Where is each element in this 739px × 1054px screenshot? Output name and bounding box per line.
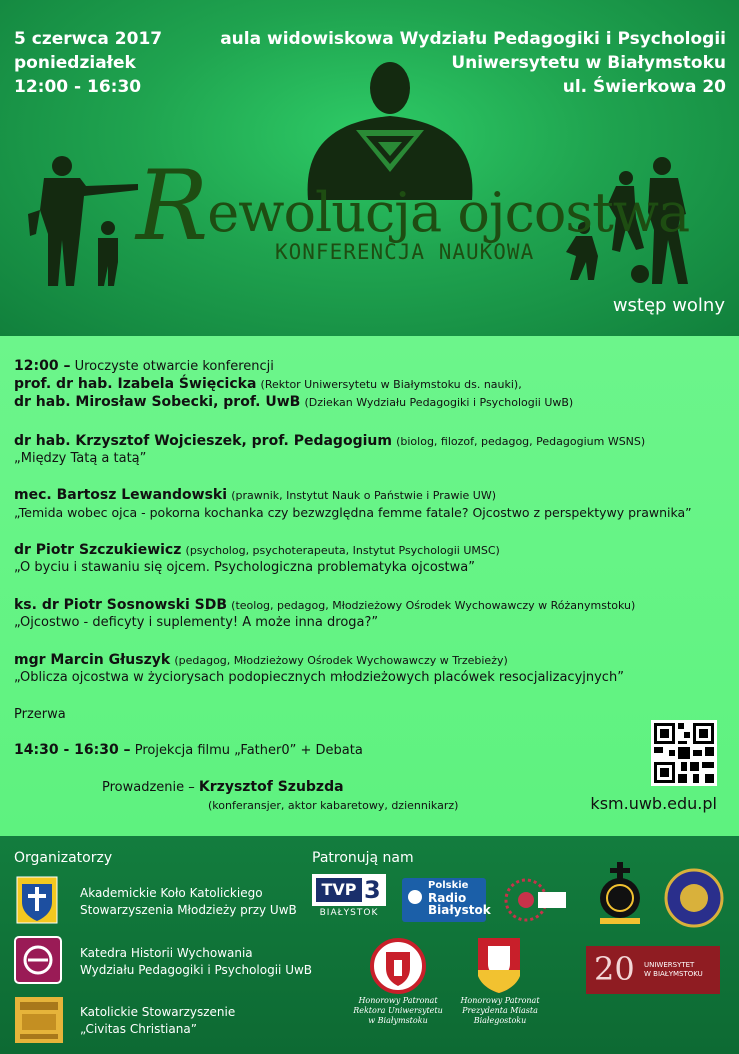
film-time: 14:30 - 16:30 – <box>14 742 131 758</box>
talk-4-speaker: ks. dr Piotr Sosnowski SDB (teolog, pedagog, Młodzieżowy Ośrodek Wychowawczy w Różanymstoku) <box>14 597 636 613</box>
header-banner <box>0 0 739 336</box>
polskie-radio-bialystok-logo: Polskie Radio Białystok <box>402 878 486 922</box>
organizer-2: Katedra Historii Wychowania Wydziału Pedagogiki i Psychologii UwB <box>80 946 313 977</box>
student-radio-logo <box>502 876 570 924</box>
talk-1-speaker: dr hab. Krzysztof Wojcieszek, prof. Pedagogium (biolog, filozof, pedagog, Pedagogium WSNS) <box>14 433 646 449</box>
uwb-anniversary-mark: 20 <box>594 950 635 988</box>
opening-time: 12:00 – <box>14 358 71 374</box>
talk-3-speaker: dr Piotr Szczukiewicz (psycholog, psychoterapeuta, Instytut Psychologii UMSC) <box>14 542 500 558</box>
venue-line-1: aula widowiskowa Wydziału Pedagogiki i Psychologii <box>220 29 726 49</box>
event-date-block <box>14 27 162 99</box>
bialystok-city-crest-logo <box>476 936 522 994</box>
history-department-logo <box>14 936 62 984</box>
opening-speaker-2: dr hab. Mirosław Sobecki, prof. UwB (Dziekan Wydziału Pedagogiki i Psychologii UwB) <box>14 394 574 410</box>
talk-2-speaker: mec. Bartosz Lewandowski (prawnik, Instytut Nauk o Państwie i Prawie UW) <box>14 487 497 503</box>
host-role: (konferansjer, aktor kabaretowy, dziennikarz) <box>208 799 459 812</box>
talk-2-title: „Temida wobec ojca - pokorna kochanka czy bezwzględna femme fatale? Ojcostwo z perspektywy prawnika” <box>14 505 692 520</box>
program-section <box>0 336 739 836</box>
academic-ministry-logo <box>594 862 646 928</box>
title-rest: ewolucja ojcostwa <box>207 181 690 244</box>
footer-section <box>0 836 739 1054</box>
radio-icon <box>408 890 422 904</box>
tvp-mark: TVP <box>316 878 362 902</box>
uwb-20-years-logo: 20 UNIWERSYTET W BIAŁYMSTOKU <box>586 946 720 994</box>
tvp3-bialystok-logo <box>312 874 386 922</box>
tvp-city: BIAŁYSTOK <box>319 908 379 918</box>
host-label: Prowadzenie – <box>102 780 195 795</box>
host-name: Krzysztof Szubzda <box>198 779 344 795</box>
film-line <box>14 742 363 758</box>
event-date: 5 czerwca 2017 <box>14 29 163 49</box>
event-time: 12:00 - 16:30 <box>14 77 142 97</box>
opening-line <box>14 358 274 374</box>
talk-3-title: „O byciu i stawaniu się ojcem. Psychologiczna problematyka ojcostwa” <box>14 560 475 575</box>
father-and-son-silhouette <box>26 154 148 289</box>
talk-5-title: „Oblicza ojcostwa w życiorysach podopiecznych młodzieżowych placówek resocjalizacyjnych” <box>14 670 624 685</box>
organizers-heading: Organizatorzy <box>14 850 113 866</box>
rector-patronage-caption: Honorowy Patronat Rektora Uniwersytetu w Białymstoku <box>353 996 443 1025</box>
conference-subtitle: KONFERENCJA NAUKOWA <box>275 240 535 264</box>
talk-1-title: „Między Tatą a tatą” <box>14 451 147 466</box>
qr-code[interactable] <box>651 720 717 786</box>
opening-title: Uroczyste otwarcie konferencji <box>74 359 274 374</box>
talk-4-title: „Ojcostwo - deficyty i suplementy! A może inna droga?” <box>14 615 379 630</box>
kosm-crest-logo <box>16 876 58 924</box>
website-url[interactable]: ksm.uwb.edu.pl <box>590 794 717 813</box>
host-line <box>102 779 344 795</box>
opening-speaker-1: prof. dr hab. Izabela Święcicka (Rektor Uniwersytetu w Białymstoku ds. nauki), <box>14 376 522 392</box>
title-initial: R <box>136 150 208 262</box>
mayor-patronage-caption: Honorowy Patronat Prezydenta Miasta Białegostoku <box>460 996 540 1025</box>
tvp-number: 3 <box>364 876 381 904</box>
rector-crest-logo <box>370 938 426 994</box>
civitas-christiana-logo <box>14 996 64 1044</box>
patrons-heading: Patronują nam <box>312 850 414 866</box>
event-weekday: poniedziałek <box>14 53 136 73</box>
talk-5-speaker: mgr Marcin Głuszyk (pedagog, Młodzieżowy Ośrodek Wychowawczy w Trzebieży) <box>14 652 508 668</box>
venue-line-2: Uniwersytetu w Białymstoku <box>451 53 726 73</box>
organizer-3: Katolickie Stowarzyszenie „Civitas Christiana” <box>80 1005 236 1036</box>
society-emblem-logo <box>664 868 724 928</box>
venue-line-3: ul. Świerkowa 20 <box>562 77 726 97</box>
break-label: Przerwa <box>14 707 66 722</box>
organizer-1: Akademickie Koło Katolickiego Stowarzyszenia Młodzieży przy UwB <box>80 886 297 917</box>
free-entry-label: wstęp wolny <box>612 295 725 316</box>
film-title: Projekcja filmu „Father0” + Debata <box>134 743 363 758</box>
